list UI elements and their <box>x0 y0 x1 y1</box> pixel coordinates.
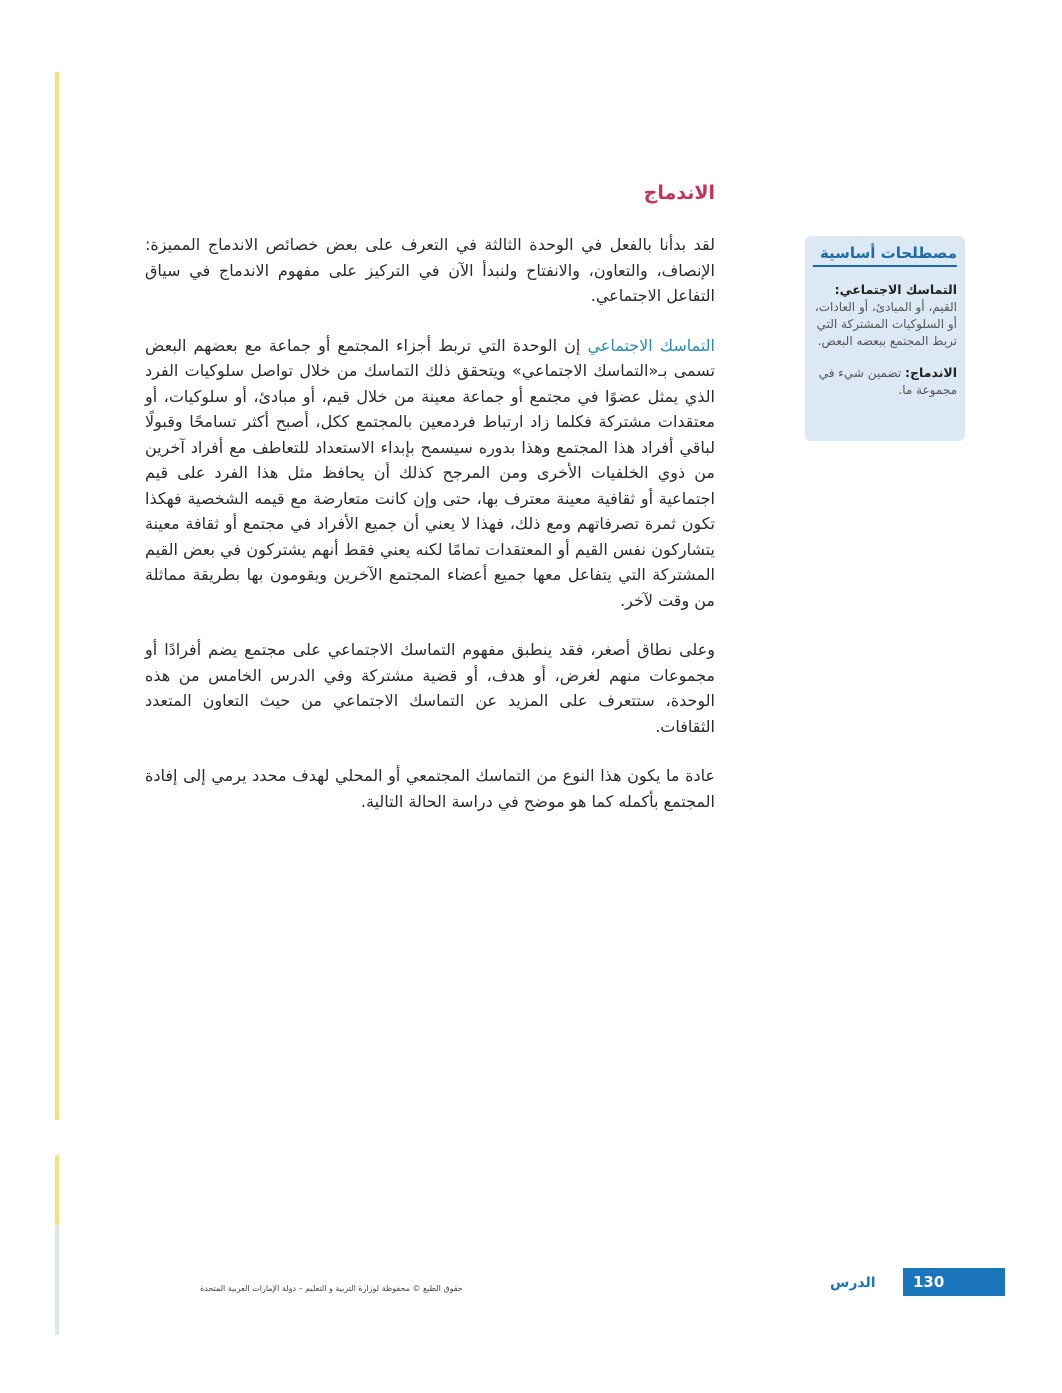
paragraph-cohesion <box>145 333 715 614</box>
key-terms-box <box>805 236 965 441</box>
copyright-notice: حقوق الطبع © محفوظة لوزارة التربية و التعليم – دولة الإمارات العربية المتحدة <box>200 1284 463 1293</box>
key-term-entry <box>813 281 957 350</box>
key-terms-title: مصطلحات أساسية <box>813 244 957 267</box>
main-text <box>145 232 715 838</box>
paragraph-cohesion-text: إن الوحدة التي تربط أجزاء المجتمع أو جماعة مع بعضهم البعض تسمى بـ«التماسك الاجتماعي» ويتحقق ذلك التماسك من خلال تواصل سلوكيات الفرد الذي يمثل عضوًا في مجتمع أو جماعة معينة من خلال قيم، أو مبادئ، أو سلوكيات، أو معتقدات مشتركة فكلما زاد ارتباط فردمعين بالمجتمع ككل، أصبح أكثر تسامحًا وقبولًا لباقي أفراد هذا المجتمع وهذا بدوره سيسمح بإبداء الاستعداد للتعاطف مع أفراد آخرين من ذوي الخلفيات الأخرى ومن المرجح كذلك أن يحافظ مثل هذا الفرد على قيم اجتماعية أو ثقافية معينة معترف بها، حتى وإن كانت متعارضة مع قيمه الشخصية فهكذا تكون ثمرة تصرفاتهم ومع ذلك، فهذا لا يعني أن جميع الأفراد في مجتمع أو ثقافة معينة يتشاركون نفس القيم أو المعتقدات تمامًا لكنه يعني فقط أنهم يشتركون في بعض القيم المشتركة التي يتفاعل معها جميع أعضاء المجتمع الآخرين ويقومون بها بطريقة مماثلة من وقت لآخر. <box>145 335 715 610</box>
key-term-definition: تضمين شيء في مجموعة ما. <box>818 366 957 397</box>
key-term-entry <box>813 364 957 399</box>
page-edge-stripe <box>55 72 59 1120</box>
page-edge-stripe-blue <box>55 1225 59 1335</box>
key-term-name: التماسك الاجتماعي: <box>834 282 957 297</box>
page-edge-stripe-lower <box>55 1155 59 1225</box>
section-title: الاندماج <box>643 182 715 204</box>
lesson-label: الدرس <box>830 1275 876 1291</box>
term-highlight: التماسك الاجتماعي <box>587 335 716 355</box>
paragraph-small-scale: وعلى نطاق أصغر، فقد ينطبق مفهوم التماسك الاجتماعي على مجتمع يضم أفرادًا أو مجموعات منهم لغرض، أو هدف، أو قضية مشتركة وفي الدرس الخامس من هذه الوحدة، ستتعرف على المزيد عن التماسك الاجتماعي من حيث التعاون المتعدد الثقافات. <box>145 640 715 736</box>
paragraph-intro: لقد بدأنا بالفعل في الوحدة الثالثة في التعرف على بعض خصائص الاندماج المميزة: الإنصاف، والتعاون، والانفتاح ولنبدأ الآن في التركيز على مفهوم الاندماج في سياق التفاعل الاجتماعي. <box>145 235 715 305</box>
key-term-definition: القيم، أو المبادئ، أو العادات، أو السلوكيات المشتركة التي تربط المجتمع ببعضه البعض. <box>814 300 957 348</box>
paragraph-purpose: عادة ما يكون هذا النوع من التماسك المجتمعي أو المحلي لهدف محدد يرمي إلى إفادة المجتمع بأكمله كما هو موضح في دراسة الحالة التالية. <box>145 766 715 811</box>
key-term-name: الاندماج: <box>905 365 957 380</box>
page-number: 130 <box>903 1268 1005 1296</box>
